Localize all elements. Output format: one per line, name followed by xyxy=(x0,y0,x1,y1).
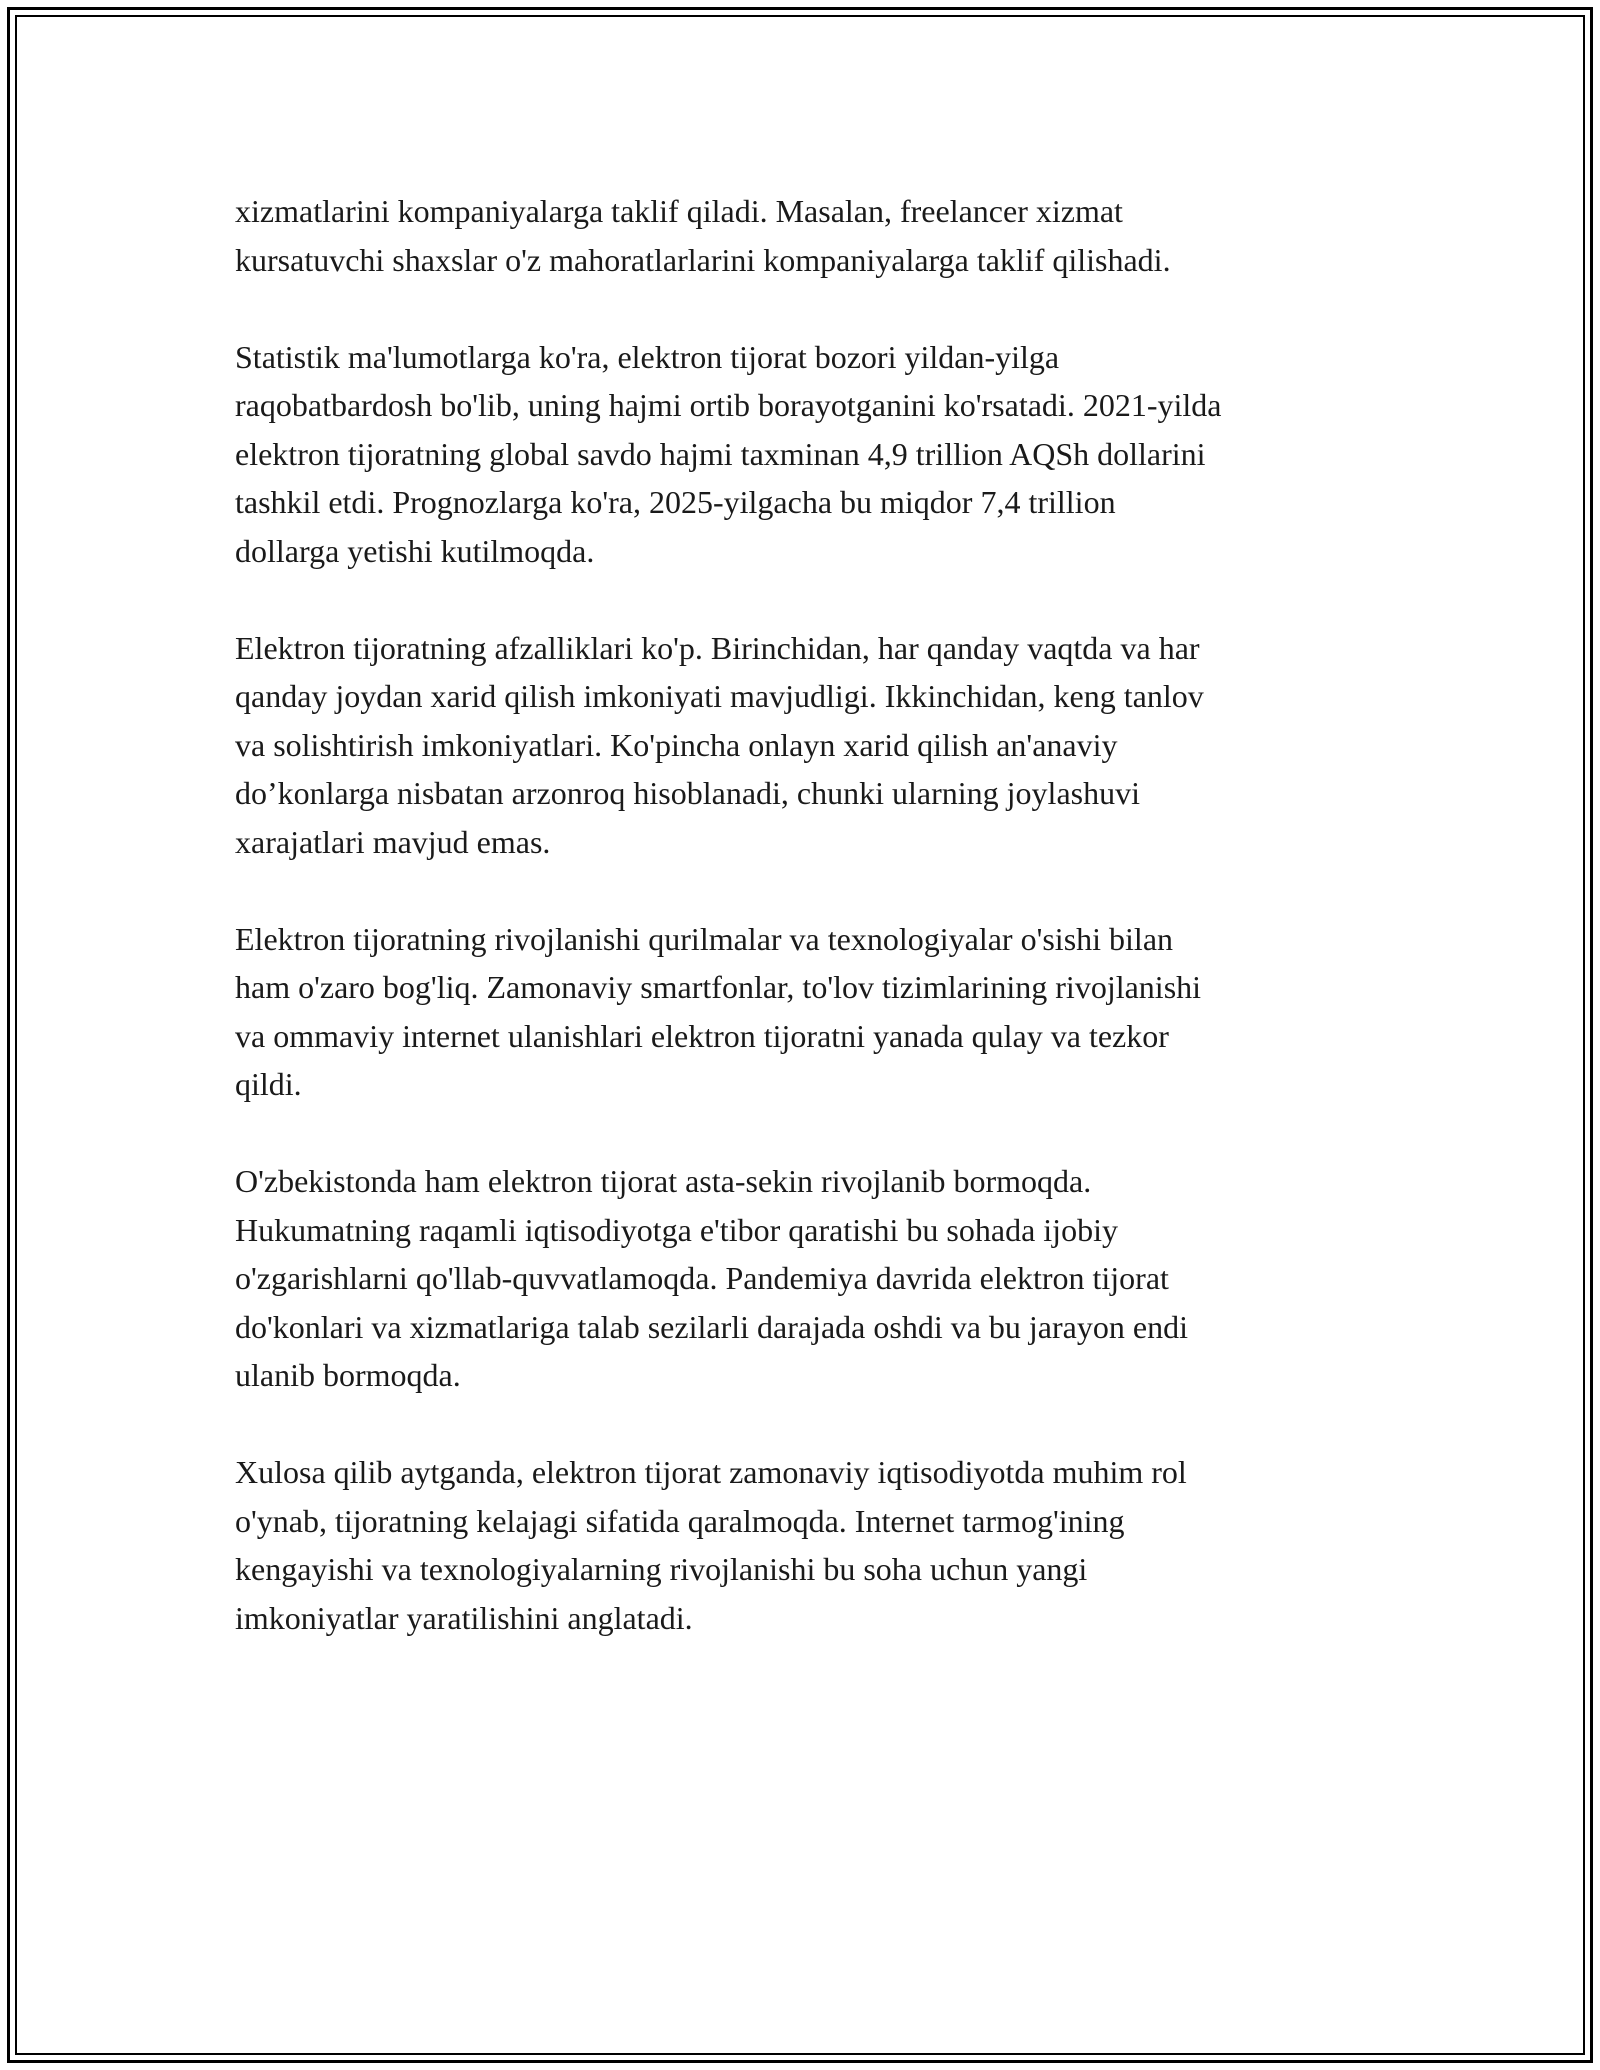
document-body xyxy=(235,187,1395,1691)
paragraph-uzbekistan: O'zbekistonda ham elektron tijorat asta-sekin rivojlanib bormoqda. Hukumatning raqamli iqtisodiyotga e'tibor qaratishi bu sohada ijobiy o'zgarishlarni qo'llab-quvvatlamoqda. Pandemiya davrida elektron tijorat do'konlari va xizmatlariga talab sezilarli darajada oshdi va bu jarayon endi ulanib bormoqda. xyxy=(235,1163,1188,1393)
paragraph-technology: Elektron tijoratning rivojlanishi qurilmalar va texnologiyalar o'sishi bilan ham o'zaro bog'liq. Zamonaviy smartfonlar, to'lov tizimlarining rivojlanishi va ommaviy internet ulanishlari elektron tijoratni yanada qulay va tezkor qildi. xyxy=(235,920,1202,1102)
paragraph-conclusion: Xulosa qilib aytganda, elektron tijorat zamonaviy iqtisodiyotda muhim rol o'ynab, tijoratning kelajagi sifatida qaralmoqda. Internet tarmog'ining kengayishi va texnologiyalarning rivojlanishi bu soha uchun yangi imkoniyatlar yaratilishini anglatadi. xyxy=(235,1454,1187,1636)
paragraph-continuation: xizmatlarini kompaniyalarga taklif qiladi. Masalan, freelancer xizmat kursatuvchi shaxslar o'z mahoratlarlarini kompaniyalarga taklif qilishadi. xyxy=(235,193,1171,278)
paragraph-advantages: Elektron tijoratning afzalliklari ko'p. Birinchidan, har qanday vaqtda va har qanday joydan xarid qilish imkoniyati mavjudligi. Ikkinchidan, keng tanlov va solishtirish imkoniyatlari. Ko'pincha onlayn xarid qilish an'anaviy do’konlarga nisbatan arzonroq hisoblanadi, chunki ularning joylashuvi xarajatlari mavjud emas. xyxy=(235,629,1204,860)
paragraph-statistics: Statistik ma'lumotlarga ko'ra, elektron tijorat bozori yildan-yilga raqobatbardosh bo'lib, uning hajmi ortib borayotganini ko'rsatadi. 2021-yilda elektron tijoratning global savdo hajmi taxminan 4,9 trillion AQSh dollarini tashkil etdi. Prognozlarga ko'ra, 2025-yilgacha bu miqdor 7,4 trillion dollarga yetishi kutilmoqda. xyxy=(235,338,1222,569)
